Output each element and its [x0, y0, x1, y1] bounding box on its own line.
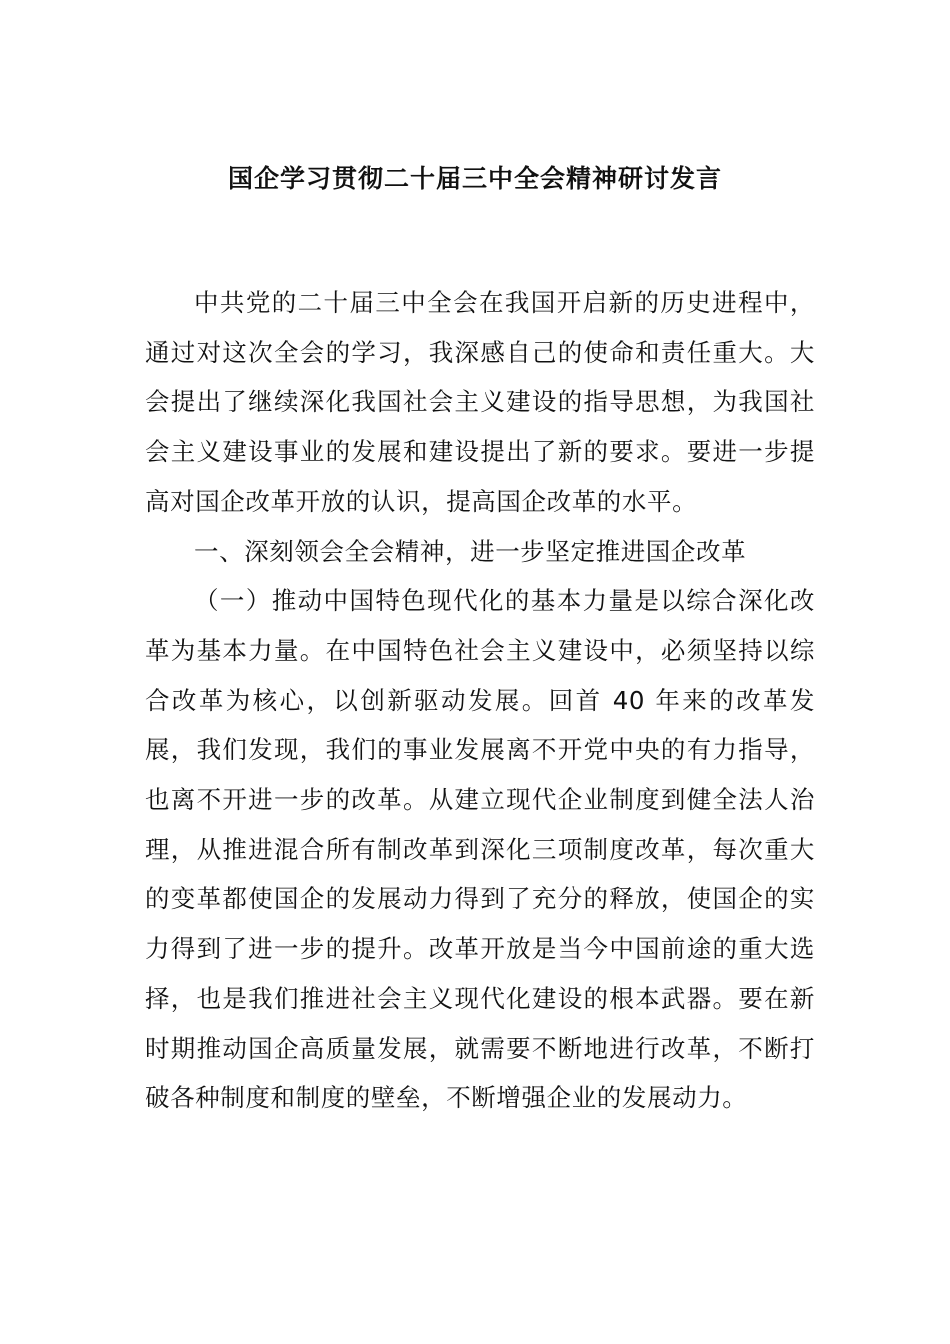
- document-title: 国企学习贯彻二十届三中全会精神研讨发言: [227, 164, 722, 193]
- section-heading-1: 一、深刻领会全会精神，进一步坚定推进国企改革: [194, 536, 747, 566]
- document-body: [145, 278, 815, 1123]
- paragraph-intro: 中共党的二十届三中全会在我国开启新的历史进程中，通过对这次全会的学习，我深感自己的使命和责任重大。大会提出了继续深化我国社会主义建设的指导思想，为我国社会主义建设事业的发展和建设提出了新的要求。要进一步提高对国企改革开放的认识，提高国企改革的水平。: [145, 288, 815, 516]
- paragraph-subsection-1: （一）推动中国特色现代化的基本力量是以综合深化改革为基本力量。在中国特色社会主义建设中，必须坚持以综合改革为核心，以创新驱动发展。回首 40 年来的改革发展，我们发现，我们的事业发展离不开党中央的有力指导，也离不开进一步的改革。从建立现代企业制度到健全法人治理，从推进混合所有制改革到深化三项制度改革，每次重大的变革都使国企的发展动力得到了充分的释放，使国企的实力得到了进一步的提升。改革开放是当今中国前途的重大选择，也是我们推进社会主义现代化建设的根本武器。要在新时期推动国企高质量发展，就需要不断地进行改革，不断打破各种制度和制度的壁垒，不断增强企业的发展动力。: [145, 586, 815, 1113]
